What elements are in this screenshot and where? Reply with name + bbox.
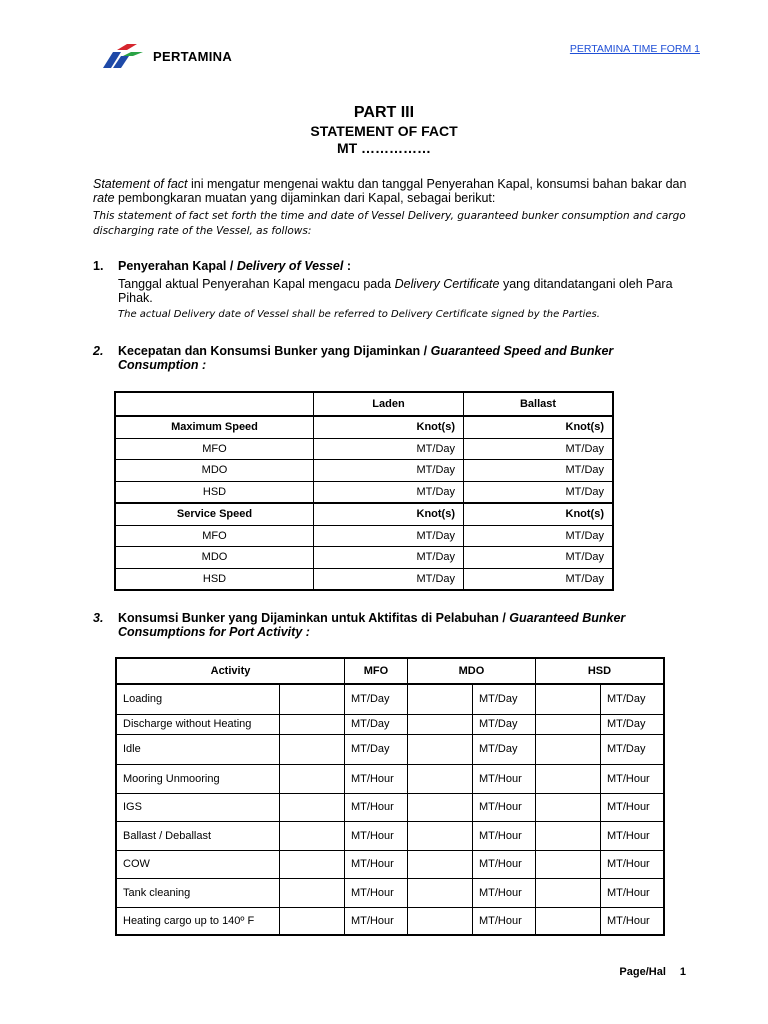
activity-cell: COW: [116, 850, 280, 878]
blank-cell: [407, 907, 472, 935]
column-header: MDO: [407, 658, 535, 684]
blank-cell: [407, 764, 472, 793]
row-label: HSD: [115, 481, 314, 503]
activity-cell: Mooring Unmooring: [116, 764, 280, 793]
cell-ballast: MT/Day: [464, 481, 614, 503]
blank-cell: [407, 821, 472, 850]
cell-mfo: MT/Hour: [345, 878, 408, 907]
blank-cell: [280, 734, 345, 764]
page-number: 1: [679, 966, 686, 978]
cell-ballast: Knot(s): [464, 503, 614, 525]
row-label: MDO: [115, 460, 314, 482]
table-row: [115, 416, 613, 438]
blank-cell: [535, 714, 600, 734]
section-heading: Konsumsi Bunker yang Dijaminkan untuk Aktifitas di Pelabuhan / Guaranteed Bunker Consumptions for Port Activity :: [118, 611, 626, 639]
cell-laden: MT/Day: [314, 438, 464, 460]
table-row: [116, 714, 664, 734]
table-row: [116, 734, 664, 764]
table-row: [115, 481, 613, 503]
table-row: [115, 525, 613, 547]
table-header-row: [115, 392, 613, 416]
activity-cell: Discharge without Heating: [116, 714, 280, 734]
blank-cell: [280, 764, 345, 793]
table-row: [115, 568, 613, 590]
cell-laden: MT/Day: [314, 547, 464, 569]
cell-mfo: MT/Hour: [345, 907, 408, 935]
table-row: [116, 907, 664, 935]
table-row: [115, 460, 613, 482]
table-row: [116, 793, 664, 821]
blank-cell: [280, 714, 345, 734]
cell-laden: MT/Day: [314, 525, 464, 547]
blank-cell: [407, 793, 472, 821]
section-number: 3.: [93, 611, 104, 625]
cell-ballast: MT/Day: [464, 547, 614, 569]
blank-cell: [535, 907, 600, 935]
cell-mdo: MT/Day: [472, 734, 535, 764]
table-row: [115, 503, 613, 525]
cell-mfo: MT/Hour: [345, 850, 408, 878]
blank-cell: [535, 878, 600, 907]
section-number: 1.: [93, 259, 104, 273]
cell-mfo: MT/Hour: [345, 793, 408, 821]
column-header: Ballast: [464, 392, 614, 416]
cell-laden: MT/Day: [314, 481, 464, 503]
section-heading: Penyerahan Kapal / Delivery of Vessel :: [118, 259, 351, 273]
cell-hsd: MT/Day: [600, 714, 664, 734]
blank-cell: [535, 734, 600, 764]
row-label: MFO: [115, 525, 314, 547]
part-title: PART III: [353, 104, 415, 121]
blank-cell: [407, 878, 472, 907]
cell-mdo: MT/Hour: [472, 907, 535, 935]
intro-paragraph-english: This statement of fact set forth the time and date of Vessel Delivery, guaranteed bunker consumption and cargo discharging rate of the Vessel, as follows:: [93, 210, 686, 237]
page-label: Page/Hal: [619, 966, 666, 978]
cell-mfo: MT/Hour: [345, 821, 408, 850]
cell-hsd: MT/Day: [600, 684, 664, 714]
form-reference-link[interactable]: PERTAMINA TIME FORM 1: [569, 43, 700, 55]
blank-cell: [407, 714, 472, 734]
activity-cell: IGS: [116, 793, 280, 821]
column-header: MFO: [345, 658, 408, 684]
cell-mdo: MT/Hour: [472, 821, 535, 850]
blank-cell: [280, 821, 345, 850]
blank-cell: [535, 684, 600, 714]
cell-hsd: MT/Hour: [600, 878, 664, 907]
blank-cell: [280, 850, 345, 878]
section-body: Tanggal aktual Penyerahan Kapal mengacu pada Delivery Certificate yang ditandatangani oleh Para Pihak.: [118, 277, 673, 305]
cell-laden: MT/Day: [314, 460, 464, 482]
activity-cell: Loading: [116, 684, 280, 714]
vessel-name-placeholder: MT ……………: [336, 140, 432, 156]
blank-cell: [280, 793, 345, 821]
cell-mdo: MT/Hour: [472, 850, 535, 878]
table-row: [116, 684, 664, 714]
cell-laden: Knot(s): [314, 416, 464, 438]
statement-title: STATEMENT OF FACT: [310, 123, 458, 139]
cell-ballast: MT/Day: [464, 438, 614, 460]
table-header-row: [116, 658, 664, 684]
cell-mdo: MT/Hour: [472, 878, 535, 907]
table-row: [116, 850, 664, 878]
cell-hsd: MT/Hour: [600, 907, 664, 935]
column-header: HSD: [535, 658, 664, 684]
activity-cell: Heating cargo up to 140º F: [116, 907, 280, 935]
table-row: [116, 764, 664, 793]
cell-mfo: MT/Hour: [345, 764, 408, 793]
cell-mdo: MT/Day: [472, 684, 535, 714]
table-row: [116, 878, 664, 907]
port-activity-table: [115, 657, 665, 936]
section-number: 2.: [93, 344, 104, 358]
row-label: Maximum Speed: [115, 416, 314, 438]
table-row: [116, 821, 664, 850]
cell-hsd: MT/Hour: [600, 793, 664, 821]
cell-mfo: MT/Day: [345, 684, 408, 714]
blank-cell: [535, 850, 600, 878]
cell-mfo: MT/Day: [345, 714, 408, 734]
row-label: HSD: [115, 568, 314, 590]
cell-ballast: Knot(s): [464, 416, 614, 438]
blank-cell: [535, 821, 600, 850]
cell-laden: Knot(s): [314, 503, 464, 525]
column-header: Activity: [116, 658, 345, 684]
activity-cell: Idle: [116, 734, 280, 764]
cell-mdo: MT/Hour: [472, 793, 535, 821]
section-body-english: The actual Delivery date of Vessel shall be referred to Delivery Certificate signed by the Parties.: [118, 309, 600, 320]
column-header: [115, 392, 314, 416]
cell-mdo: MT/Day: [472, 714, 535, 734]
page-footer: [619, 966, 686, 978]
activity-cell: Ballast / Deballast: [116, 821, 280, 850]
speed-consumption-table: [114, 391, 614, 591]
cell-hsd: MT/Hour: [600, 850, 664, 878]
cell-hsd: MT/Day: [600, 734, 664, 764]
cell-laden: MT/Day: [314, 568, 464, 590]
row-label: Service Speed: [115, 503, 314, 525]
logo-text: PERTAMINA: [153, 49, 233, 64]
cell-hsd: MT/Hour: [600, 764, 664, 793]
table-row: [115, 547, 613, 569]
column-header: Laden: [314, 392, 464, 416]
row-label: MDO: [115, 547, 314, 569]
row-label: MFO: [115, 438, 314, 460]
pertamina-logo-icon: [103, 44, 149, 70]
pertamina-logo: [103, 44, 253, 70]
cell-ballast: MT/Day: [464, 460, 614, 482]
section-heading: Kecepatan dan Konsumsi Bunker yang Dijaminkan / Guaranteed Speed and Bunker Consumption :: [118, 344, 614, 372]
cell-ballast: MT/Day: [464, 525, 614, 547]
blank-cell: [280, 907, 345, 935]
blank-cell: [407, 850, 472, 878]
blank-cell: [407, 734, 472, 764]
table-row: [115, 438, 613, 460]
cell-mdo: MT/Hour: [472, 764, 535, 793]
blank-cell: [407, 684, 472, 714]
blank-cell: [280, 878, 345, 907]
intro-paragraph: Statement of fact ini mengatur mengenai waktu dan tanggal Penyerahan Kapal, konsumsi bahan bakar dan rate pembongkaran muatan yang dijaminkan dari Kapal, sebagai berikut:: [93, 177, 687, 205]
blank-cell: [535, 764, 600, 793]
cell-ballast: MT/Day: [464, 568, 614, 590]
cell-hsd: MT/Hour: [600, 821, 664, 850]
blank-cell: [280, 684, 345, 714]
blank-cell: [535, 793, 600, 821]
cell-mfo: MT/Day: [345, 734, 408, 764]
activity-cell: Tank cleaning: [116, 878, 280, 907]
